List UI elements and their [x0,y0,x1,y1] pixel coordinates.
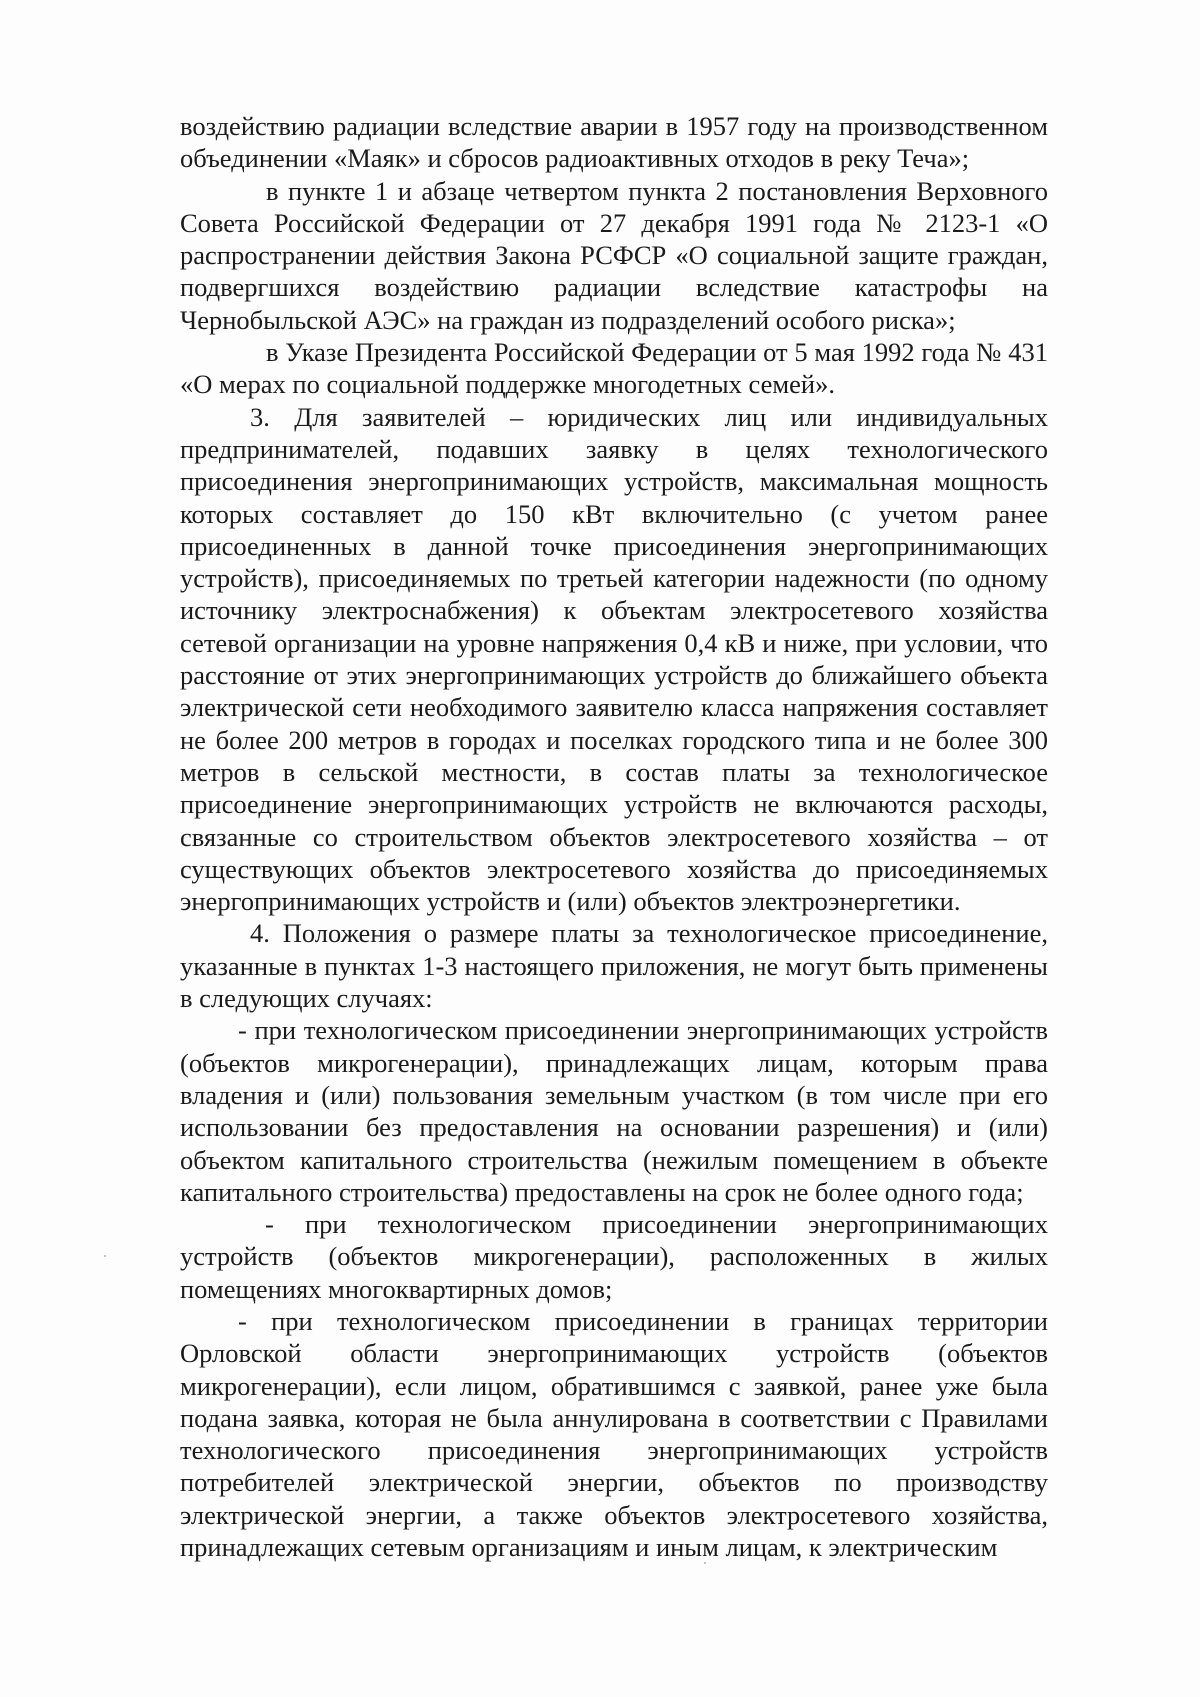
paragraph-supreme-council-resolution: в пункте 1 и абзаце четвертом пункта 2 постановления Верховного Совета Российской Федерации от 27 декабря 1991 года № 2123-1 «О распространении действия Закона РСФСР «О социальной защите граждан, подвергшихся воздействию радиации вследствие катастрофы на Чернобыльской АЭС» на граждан из подразделений особого риска»; [180,175,1048,335]
list-item-short-term-rights: - при технологическом присоединении энергопринимающих устройств (объектов микрогенерации), принадлежащих лицам, которым права владения и (или) пользования земельным участком (в том числе при его использовании без предоставления на основании разрешения) и (или) объектом капитального строительства (нежилым помещением в объекте капитального строительства) предоставлены на срок не более одного года; [180,1015,1048,1207]
document-body [180,110,1048,1563]
scan-speck [104,1255,106,1257]
paragraph-continuation: воздействию радиации вследствие аварии в 1957 году на производственном объединении «Маяк» и сбросов радиоактивных отходов в реку Теча»; [180,111,1048,174]
scan-speck [704,1562,706,1564]
list-item-apartment-buildings: - при технологическом присоединении энергопринимающих устройств (объектов микрогенерации), расположенных в жилых помещениях многоквартирных домов; [180,1209,1048,1304]
list-item-prior-application: - при технологическом присоединении в границах территории Орловской области энергопринимающих устройств (объектов микрогенерации), если лицом, обратившимся с заявкой, ранее уже была подана заявка, которая не была аннулирована в соответствии с Правилами технологического присоединения энергопринимающих устройств потребителей электрической энергии, объектов по производству электрической энергии, а также объектов электросетевого хозяйства, принадлежащих сетевым организациям и иным лицам, к электрическим [180,1305,1048,1563]
paragraph-presidential-decree: в Указе Президента Российской Федерации от 5 мая 1992 года № 431 «О мерах по социальной поддержке многодетных семей». [180,337,1048,400]
paragraph-item-4: 4. Положения о размере платы за технологическое присоединение, указанные в пунктах 1-3 настоящего приложения, не могут быть применены в следующих случаях: [180,918,1048,1014]
paragraph-item-3: 3. Для заявителей – юридических лиц или индивидуальных предпринимателей, подавших заявку в целях технологического присоединения энергопринимающих устройств, максимальная мощность которых составляет до 150 кВт включительно (с учетом ранее присоединенных в данной точке присоединения энергопринимающих устройств), присоединяемых по третьей категории надежности (по одному источнику электроснабжения) к объектам электросетевого хозяйства сетевой организации на уровне напряжения 0,4 кВ и ниже, при условии, что расстояние от этих энергопринимающих устройств до ближайшего объекта электрической сети необходимого заявителю класса напряжения составляет не более 200 метров в городах и поселках городского типа и не более 300 метров в сельской местности, в состав платы за технологическое присоединение энергопринимающих устройств не включаются расходы, связанные со строительством объектов электросетевого хозяйства – от существующих объектов электросетевого хозяйства до присоединяемых энергопринимающих устройств и (или) объектов электроэнергетики. [180,401,1048,917]
